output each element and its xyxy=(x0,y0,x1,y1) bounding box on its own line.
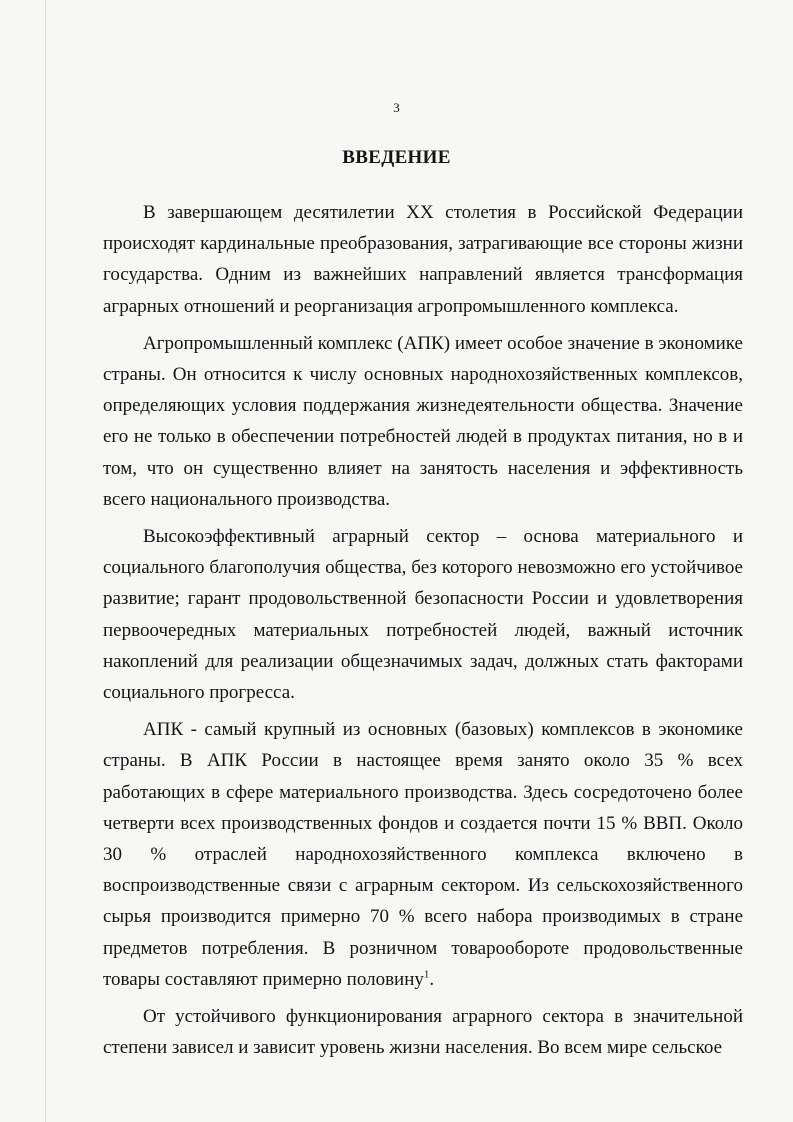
paragraph-1: В завершающем десятилетии XX столетия в Российской Федерации происходят кардинальные преобразования, затрагивающие все стороны жизни государства. Одним из важнейших направлений является трансформация аграрных отношений и реорганизация агропромышленного комплекса. xyxy=(103,202,743,317)
body-text xyxy=(103,197,743,1069)
paragraph-4-text: АПК - самый крупный из основных (базовых) комплексов в экономике страны. В АПК России в настоящее время занято около 35 % всех работающих в сфере материального производства. Здесь сосредоточено более четверти всех производственных фондов и создается почти 15 % ВВП. Около 30 % отраслей народнохозяйственного комплекса включено в воспроизводственные связи с аграрным сектором. Из сельскохозяйственного сырья производится примерно 70 % всего набора производимых в стране предметов потребления. В розничном товарообороте продовольственные товары составляют примерно половину xyxy=(103,719,743,990)
page-number: 3 xyxy=(393,100,400,115)
paragraph-3: Высокоэффективный аграрный сектор – основа материального и социального благополучия общества, без которого невозможно его устойчивое развитие; гарант продовольственной безопасности России и удовлетворения первоочередных материальных потребностей людей, важный источник накоплений для реализации общезначимых задач, должных стать факторами социального прогресса. xyxy=(103,526,743,704)
paragraph-4: АПК - самый крупный из основных (базовых) комплексов в экономике страны. В АПК России в настоящее время занято около 35 % всех работающих в сфере материального производства. Здесь сосредоточено более четверти всех производственных фондов и создается почти 15 % ВВП. Около 30 % отраслей народнохозяйственного комплекса включено в воспроизводственные связи с аграрным сектором. Из сельскохозяйственного сырья производится примерно 70 % всего набора производимых в стране предметов потребления. В розничном товарообороте продовольственные товары составляют примерно половину$^1$. xyxy=(103,719,743,990)
paragraph-2: Агропромышленный комплекс (АПК) имеет особое значение в экономике страны. Он относится к числу основных народнохозяйственных комплексов, определяющих условия поддержания жизнедеятельности общества. Значение его не только в обеспечении потребностей людей в продуктах питания, но в и том, что он существенно влияет на занятость населения и эффективность всего национального производства. xyxy=(103,332,743,510)
paragraph-5: От устойчивого функционирования аграрного сектора в значительной степени зависел и зависит уровень жизни населения. Во всем мире сельское xyxy=(103,1006,743,1059)
page-title: ВВЕДЕНИЕ xyxy=(342,147,451,168)
footnote-marker[interactable]: 1 xyxy=(423,968,430,981)
